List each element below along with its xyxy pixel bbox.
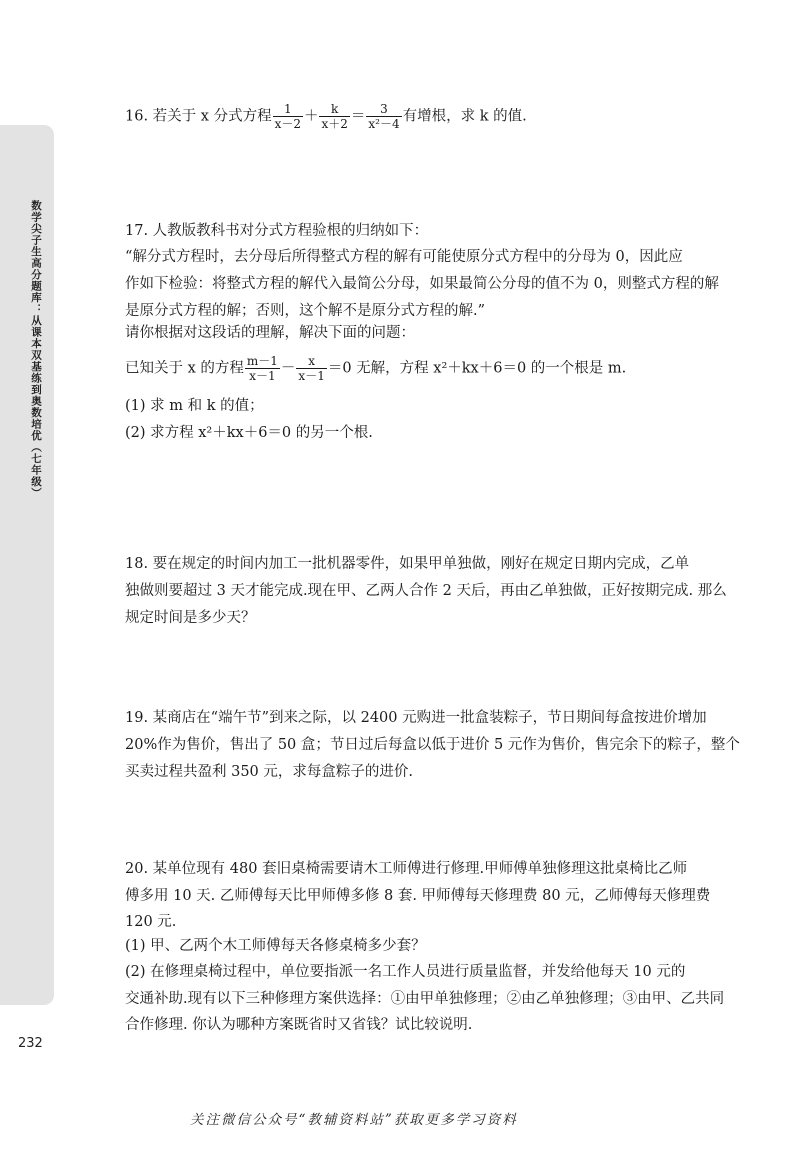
q20-part-2-line-3: 合作修理. 你认为哪种方案既省时又省钱？试比较说明. (125, 1017, 473, 1033)
q16-text-prefix: 16. 若关于 x 分式方程 (125, 108, 272, 125)
q17-known-equation: 已知关于 x 的方程 $\frac{m-1}{x-1}$ － $\frac{x}{x-1}$ ＝0 无解，方程 x²＋kx＋6＝0 的一个根是 m. (125, 354, 627, 383)
q19-line-1: 19. 某商店在“端午节”到来之际，以 2400 元购进一批盒装粽子，节日期间每盒按进价增加 (125, 710, 707, 726)
q17-prompt: 请你根据对这段话的理解，解决下面的问题： (125, 325, 415, 341)
q16-text-suffix: 有增根，求 k 的值. (402, 108, 527, 125)
q20-part-2-line-1: (2) 在修理桌椅过程中，单位要指派一名工作人员进行质量监督，并发给他每天 10 元的 (125, 964, 686, 980)
q16-fraction-2: $\frac{k}{x+2}$ (321, 102, 348, 131)
q18-line-1: 18. 要在规定的时间内加工一批机器零件，如果甲单独做，刚好在规定日期内完成，乙单 (125, 556, 690, 572)
q20-line-1: 20. 某单位现有 480 套旧桌椅需要请木工师傅进行修理.甲师傅单独修理这批桌椅比乙师 (125, 861, 688, 877)
footer-watermark: 关注微信公众号“教辅资料站”获取更多学习资料 (190, 1112, 518, 1128)
q18-line-3: 规定时间是多少天？ (125, 610, 256, 626)
q17-part-2: (2) 求方程 x²＋kx＋6＝0 的另一个根. (125, 425, 373, 441)
q17-fraction-1: $\frac{m-1}{x-1}$ (246, 354, 278, 383)
page-number: 232 (18, 1036, 43, 1051)
q17-part-1: (1) 求 m 和 k 的值； (125, 398, 264, 414)
q16-fraction-1: $\frac{1}{x-2}$ (274, 102, 301, 131)
q20-line-3: 120 元. (125, 914, 177, 930)
q19-line-3: 买卖过程共盈利 350 元，求每盒粽子的进价. (125, 764, 414, 780)
q17-quote-line-2: 作如下检验：将整式方程的解代入最简公分母，如果最简公分母的值不为 0，则整式方程的解 (125, 276, 719, 292)
q20-part-2-line-2: 交通补助.现有以下三种修理方案供选择：①由甲单独修理；②由乙单独修理；③由甲、乙共同 (125, 991, 725, 1007)
q20-part-1: (1) 甲、乙两个木工师傅每天各修桌椅多少套？ (125, 938, 426, 954)
q16-fraction-3: $\frac{3}{\text{x²－4}}$ (368, 102, 400, 131)
q17-quote-line-3: 是原分式方程的解；否则，这个解不是原分式方程的解.” (125, 303, 486, 319)
book-title-vertical: 数学尖子生高分题库：从课本双基练到奥数培优（七年级） (30, 200, 42, 499)
q19-line-2: 20%作为售价，售出了 50 盒；节日过后每盒以低于进价 5 元作为售价，售完余下的粽子，整个 (125, 737, 740, 753)
q18-line-2: 独做则要超过 3 天才能完成.现在甲、乙两人合作 2 天后，再由乙单独做，正好按期完成. 那么 (125, 583, 727, 599)
q17-intro: 17. 人教版教科书对分式方程验根的归纳如下： (125, 223, 429, 239)
q17-fraction-2: $\frac{x}{x-1}$ (298, 354, 325, 383)
question-16: 16. 若关于 x 分式方程 $\frac{1}{x-2}$ ＋ $\frac{k}{x+2}$ ＝ $\frac{3}{\text{x²－4}}$ 有增根，求 k 的值. (125, 102, 527, 131)
q17-quote-line-1: “解分式方程时，去分母后所得整式方程的解有可能使原分式方程中的分母为 0，因此应 (125, 249, 683, 265)
q20-line-2: 傅多用 10 天. 乙师傅每天比甲师傅多修 8 套. 甲师傅每天修理费 80 元，乙师傅每天修理费 (125, 888, 711, 904)
side-tab (0, 125, 54, 1005)
